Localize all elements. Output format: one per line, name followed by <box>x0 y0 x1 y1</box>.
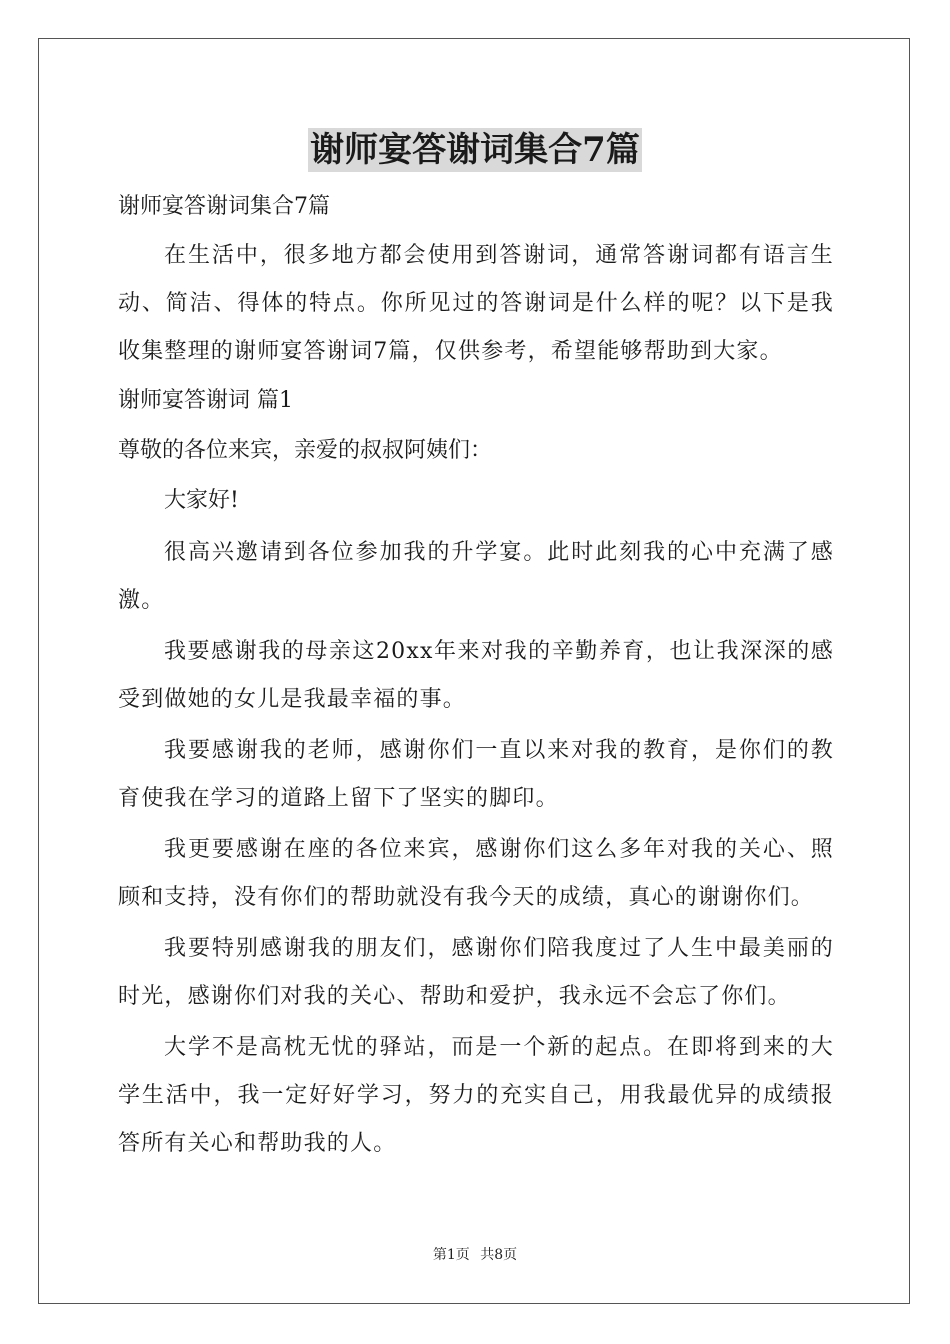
intro-paragraph: 在生活中，很多地方都会使用到答谢词，通常答谢词都有语言生动、简洁、得体的特点。你所见过的答谢词是什么样的呢？以下是我收集整理的谢师宴答谢词7篇，仅供参考，希望能够帮助到大家。 <box>118 243 834 364</box>
document-title: 谢师宴答谢词集合7篇 <box>310 130 640 170</box>
body-paragraph: 我更要感谢在座的各位来宾，感谢你们这么多年对我的关心、照顾和支持，没有你们的帮助就没有我今天的成绩，真心的谢谢你们。 <box>118 837 834 910</box>
body-paragraph: 很高兴邀请到各位参加我的升学宴。此时此刻我的心中充满了感激。 <box>118 540 834 613</box>
body-paragraph: 我要特别感谢我的朋友们，感谢你们陪我度过了人生中最美丽的时光，感谢你们对我的关心、帮助和爱护，我永远不会忘了你们。 <box>118 936 834 1009</box>
section-heading: 谢师宴答谢词 篇1 <box>118 388 293 413</box>
body-paragraph: 大学不是高枕无忧的驿站，而是一个新的起点。在即将到来的大学生活中，我一定好好学习，努力的充实自己，用我最优异的成绩报答所有关心和帮助我的人。 <box>118 1035 834 1156</box>
page-footer <box>0 1244 950 1264</box>
body-paragraph: 我要感谢我的老师，感谢你们一直以来对我的教育，是你们的教育使我在学习的道路上留下了坚实的脚印。 <box>118 738 834 811</box>
subtitle-line: 谢师宴答谢词集合7篇 <box>118 194 330 219</box>
page-number: 第1页 <box>432 1247 470 1263</box>
document-body <box>118 182 834 1168</box>
title-container <box>0 128 950 172</box>
page-total: 共8页 <box>480 1247 518 1263</box>
body-paragraph: 我要感谢我的母亲这20xx年来对我的辛勤养育，也让我深深的感受到做她的女儿是我最幸福的事。 <box>118 639 834 712</box>
greeting: 大家好! <box>164 488 239 513</box>
salutation: 尊敬的各位来宾，亲爱的叔叔阿姨们： <box>118 438 493 463</box>
